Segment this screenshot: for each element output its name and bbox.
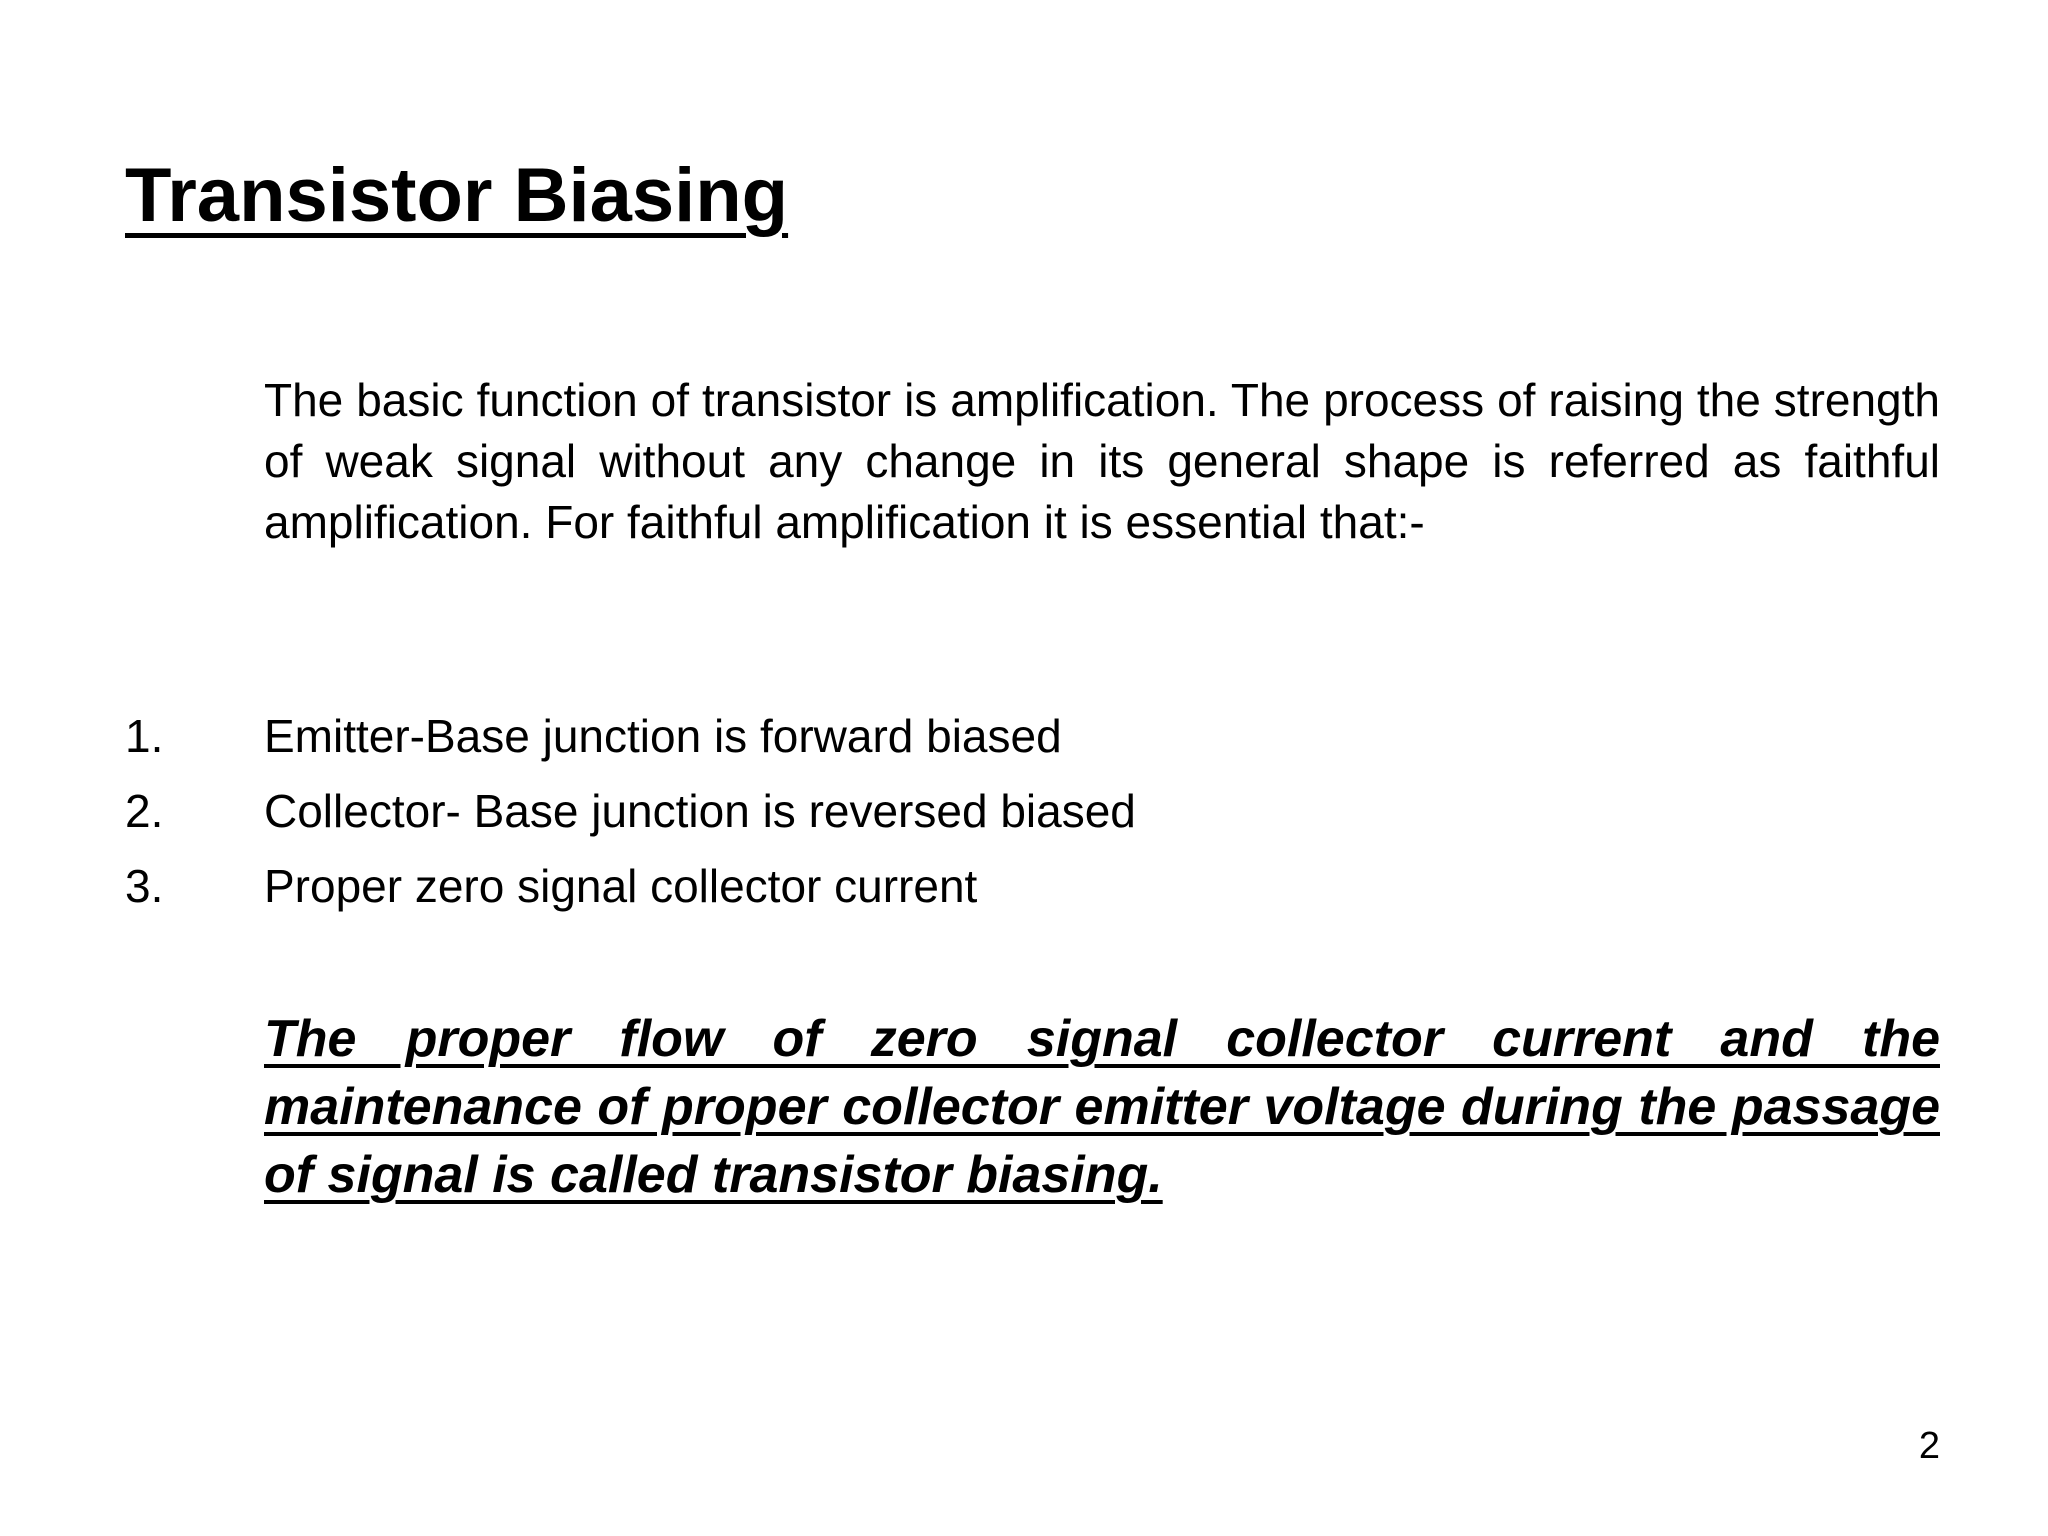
definition-paragraph: The proper flow of zero signal collector current and the maintenance of proper collector emitter voltage during the passage of signal is called transistor biasing. <box>264 1010 1940 1204</box>
list-item <box>125 708 1940 783</box>
list-item-number: 2. <box>125 785 164 837</box>
list-item-number: 3. <box>125 860 164 912</box>
slide-title: Transistor Biasing <box>125 153 789 238</box>
list-item-text: Collector- Base junction is reversed biased <box>264 785 1136 837</box>
list-item <box>125 783 1940 858</box>
page-number: 2 <box>1918 1425 1940 1467</box>
list-item-text: Proper zero signal collector current <box>264 860 978 912</box>
intro-paragraph: The basic function of transistor is amplification. The process of raising the strength of weak signal without any change in its general shape is referred as faithful amplification. For faithful amplification it is essential that:- <box>264 374 1940 548</box>
list-item <box>125 858 1940 933</box>
requirements-list <box>125 708 1940 933</box>
list-item-number: 1. <box>125 710 164 762</box>
list-item-text: Emitter-Base junction is forward biased <box>264 710 1062 762</box>
